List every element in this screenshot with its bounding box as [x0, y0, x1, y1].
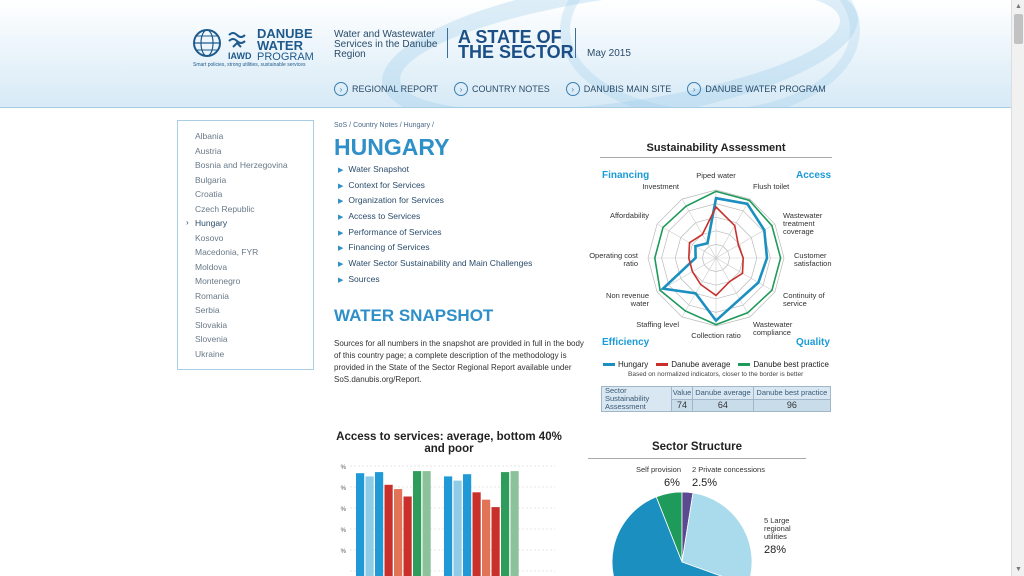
toc-label: Water Snapshot: [348, 164, 410, 174]
radar-axis-label: Continuity of service: [783, 291, 825, 308]
triangle-right-icon: ▶: [338, 261, 344, 269]
triangle-right-icon: ▶: [338, 229, 344, 237]
scroll-thumb[interactable]: [1014, 14, 1023, 44]
table-cell: 74: [672, 399, 693, 412]
toc-label: Context for Services: [348, 179, 425, 190]
bar: [404, 497, 412, 576]
sidebar-country-item[interactable]: [178, 247, 313, 262]
table-row-label: Sector Sustainability Assessment: [602, 387, 672, 412]
pie-value: 6%: [664, 477, 680, 489]
nav-danubis-main-site[interactable]: [566, 82, 672, 96]
radar-axis-label: Investment: [642, 181, 679, 191]
assessment-title: Sustainability Assessment: [646, 142, 786, 154]
sidebar-country-item[interactable]: [178, 262, 313, 277]
sidebar-country-item[interactable]: [178, 291, 313, 306]
pie-label: Self provision: [636, 465, 682, 474]
scroll-down-icon[interactable]: ▼: [1015, 566, 1022, 573]
y-tick-label: %: [340, 528, 346, 534]
sector-pie-chart: [588, 460, 808, 576]
active-marker-icon: ›: [186, 218, 189, 227]
logo-tagline: Smart policies, strong utilities, sustainable services: [193, 62, 306, 68]
divider: [600, 157, 832, 158]
sidebar-country-label: Bosnia and Herzegovina: [195, 160, 288, 170]
bar: [356, 473, 364, 576]
toc-label: Financing of Services: [348, 242, 430, 253]
toc-item[interactable]: [338, 227, 532, 243]
table-cell: 64: [693, 399, 754, 412]
sidebar-country-label: Czech Republic: [195, 203, 255, 214]
bar: [413, 471, 421, 576]
pie-label: 5 Large regional utilities: [764, 516, 791, 541]
triangle-right-icon: ▶: [338, 167, 344, 174]
toc-label: Organization for Services: [348, 195, 444, 206]
triangle-right-icon: ▶: [338, 214, 344, 222]
nav-label: COUNTRY NOTES: [472, 84, 550, 94]
legend-label: Danube average: [671, 360, 731, 369]
nav-regional-report[interactable]: [334, 82, 438, 96]
bar: [366, 476, 374, 576]
scrollbar[interactable]: [1011, 0, 1024, 576]
bar: [463, 474, 471, 576]
pie-value: 28%: [764, 544, 787, 556]
sidebar-country-label: Austria: [195, 145, 222, 156]
bar: [444, 476, 452, 576]
sidebar-country-label: Slovakia: [195, 319, 228, 330]
logo-iawd: IAWD: [228, 51, 252, 61]
nav-country-notes[interactable]: [454, 82, 550, 96]
legend-item: [603, 360, 648, 369]
assessment-table: [601, 386, 831, 412]
sector-chart-title: Sector Structure: [651, 441, 743, 453]
divider: [575, 28, 576, 58]
sidebar-country-item[interactable]: [178, 204, 313, 219]
radar-axis-label: Customer satisfaction: [794, 251, 832, 268]
sidebar-country-label: Kosovo: [195, 232, 224, 243]
bar: [501, 472, 509, 576]
radar-axis-label: Flush toilet: [753, 181, 790, 191]
sidebar-country-label: Macedonia, FYR: [195, 247, 259, 257]
access-bar-chart: [336, 458, 561, 576]
chevron-right-icon: ›: [454, 82, 468, 96]
sidebar-country-item[interactable]: [178, 233, 313, 248]
toc-label: Sources: [348, 273, 380, 284]
access-chart-title: Access to services: average, bottom 40% and poor: [336, 431, 562, 455]
sidebar-country-label: Montenegro: [195, 276, 241, 286]
top-nav: [334, 82, 842, 96]
pie-label: 2 Private concessions: [692, 465, 765, 474]
sidebar-country-label: Serbia: [195, 305, 220, 315]
site-date: May 2015: [587, 48, 631, 59]
toc-item[interactable]: [338, 274, 532, 290]
y-tick-label: %: [340, 486, 346, 492]
toc-label: Water Sector Sustainability and Main Challenges: [348, 258, 533, 269]
legend-swatch: [603, 363, 615, 366]
y-tick-label: %: [340, 465, 346, 471]
sidebar-country-item[interactable]: [178, 320, 313, 335]
toc-item[interactable]: [338, 164, 532, 180]
logo-text: DANUBE: [257, 26, 313, 41]
sidebar-country-label: Romania: [195, 290, 230, 301]
table-header: Danube best practice: [753, 387, 830, 400]
bar: [385, 485, 393, 576]
radar-legend: [603, 360, 837, 369]
table-header: Danube average: [693, 387, 754, 400]
bar: [375, 472, 383, 576]
radar-axis-label: Wastewater compliance: [753, 320, 793, 338]
legend-swatch: [656, 363, 668, 366]
radar-axis-label: Operating cost ratio: [589, 251, 638, 268]
radar-axis-label: Piped water: [696, 171, 736, 180]
table-cell: 96: [753, 399, 830, 412]
legend-note: Based on normalized indicators, closer to the border is better: [628, 371, 804, 378]
legend-item: [656, 360, 730, 369]
table-of-contents: [338, 164, 532, 290]
sidebar-country-label: Ukraine: [195, 348, 225, 359]
toc-item[interactable]: [338, 211, 532, 227]
chevron-right-icon: ›: [687, 82, 701, 96]
sidebar-country-item[interactable]: [178, 276, 313, 291]
sidebar-country-label: Slovenia: [195, 334, 228, 344]
sidebar-country-item[interactable]: [178, 189, 313, 204]
section-title: WATER SNAPSHOT: [334, 306, 494, 325]
sidebar-country-item[interactable]: [178, 160, 313, 175]
sidebar-country-item[interactable]: [178, 218, 313, 233]
toc-item[interactable]: [338, 180, 532, 196]
sidebar-country-item[interactable]: [178, 334, 313, 349]
snapshot-text: Sources for all numbers in the snapshot are provided in full in the body of this country page; a complete description of the methodology is provided in the State of the Sector Regional Report available under SoS.danubis.org/Report.: [334, 339, 584, 384]
sidebar-country-item[interactable]: [178, 349, 313, 364]
legend-swatch: [738, 363, 750, 366]
divider: [588, 458, 806, 459]
chevron-right-icon: ›: [334, 82, 348, 96]
radar-axis-label: Affordability: [609, 211, 649, 220]
pie-value: 2.5%: [692, 477, 718, 489]
legend-item: [738, 360, 829, 369]
scroll-up-icon[interactable]: ▲: [1015, 3, 1022, 10]
sidebar-country-label: Croatia: [195, 189, 223, 199]
site-subtitle: Water and Wastewater Services in the Danube Region: [334, 29, 438, 60]
sidebar-country-item[interactable]: [178, 305, 313, 320]
corner-label-access: Access: [796, 170, 832, 181]
sidebar-country-item[interactable]: [178, 131, 313, 146]
site-header: [0, 0, 1011, 108]
bar: [482, 500, 490, 576]
triangle-right-icon: ▶: [338, 198, 344, 206]
nav-label: DANUBE WATER PROGRAM: [705, 84, 826, 94]
toc-label: Access to Services: [348, 211, 421, 222]
toc-item[interactable]: [338, 258, 532, 274]
sidebar-country-label: Moldova: [195, 261, 228, 272]
page-title: HUNGARY: [334, 134, 450, 160]
bar: [511, 471, 519, 576]
bar: [473, 492, 481, 576]
sidebar-country-label: Hungary: [195, 218, 228, 228]
y-tick-label: %: [340, 507, 346, 513]
bar: [394, 489, 402, 576]
triangle-right-icon: ▶: [338, 276, 344, 284]
toc-label: Performance of Services: [348, 226, 442, 237]
bar-svg: [336, 458, 561, 576]
nav-label: REGIONAL REPORT: [352, 84, 439, 94]
bar: [423, 471, 431, 576]
sidebar-country-item[interactable]: [178, 146, 313, 161]
triangle-right-icon: ▶: [338, 182, 344, 190]
toc-item[interactable]: [338, 195, 532, 211]
table-row: [602, 387, 831, 400]
radar-axis-label: Non revenue water: [606, 291, 649, 308]
breadcrumb[interactable]: SoS / Country Notes / Hungary /: [334, 122, 434, 129]
legend-label: Danube best practice: [753, 360, 830, 369]
triangle-right-icon: ▶: [338, 245, 344, 253]
table-header: Value: [672, 387, 693, 400]
corner-label-quality: Quality: [796, 337, 830, 348]
nav-danube-water-program[interactable]: [687, 82, 826, 96]
corner-label-efficiency: Efficiency: [602, 337, 650, 348]
site-title: A STATE OF: [458, 27, 562, 47]
radar-axis-label: Collection ratio: [691, 331, 741, 340]
bar: [454, 481, 462, 576]
sidebar-country-label: Albania: [195, 131, 224, 141]
radar-chart: [589, 160, 834, 360]
divider: [447, 28, 448, 58]
toc-item[interactable]: [338, 242, 532, 258]
radar-axis-label: Staffing level: [636, 320, 679, 330]
y-tick-label: %: [340, 549, 346, 555]
chevron-right-icon: ›: [566, 82, 580, 96]
nav-label: DANUBIS MAIN SITE: [583, 84, 672, 94]
logo-text: PROGRAM: [257, 51, 314, 63]
bar: [492, 507, 500, 576]
logo-text: WATER: [257, 38, 303, 53]
radar-axis-label: Wastewater treatment coverage: [783, 211, 823, 236]
pie-slice: [682, 493, 752, 576]
country-sidebar: [177, 120, 314, 370]
sidebar-country-label: Bulgaria: [195, 174, 227, 185]
legend-label: Hungary: [618, 360, 649, 369]
sidebar-country-item[interactable]: [178, 175, 313, 190]
corner-label-financing: Financing: [602, 170, 650, 181]
site-title: THE SECTOR: [458, 42, 574, 62]
